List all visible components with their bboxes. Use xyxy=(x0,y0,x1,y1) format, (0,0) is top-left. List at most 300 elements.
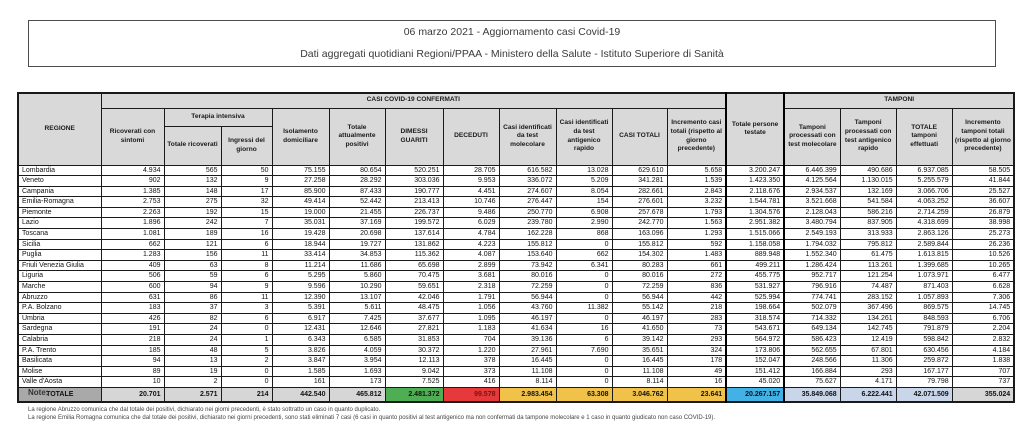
note-lines xyxy=(28,406,996,422)
region-name-cell: Liguria xyxy=(18,271,101,282)
value-cell: 6.029 xyxy=(443,218,499,229)
value-cell: 32 xyxy=(221,197,272,208)
value-cell: 2.263 xyxy=(101,207,164,218)
table-row xyxy=(18,176,1014,187)
value-cell: 282.661 xyxy=(612,186,667,197)
value-cell: 132.169 xyxy=(840,186,896,197)
value-cell: 631 xyxy=(101,292,164,303)
value-cell: 50 xyxy=(221,165,272,176)
region-name-cell: Valle d'Aosta xyxy=(18,377,101,388)
region-name-cell: Piemonte xyxy=(18,207,101,218)
value-cell: 248.566 xyxy=(784,356,840,367)
value-cell: 1.423.350 xyxy=(726,176,784,187)
value-cell: 541.584 xyxy=(840,197,896,208)
value-cell: 19 xyxy=(164,366,221,377)
value-cell: 1.585 xyxy=(272,366,329,377)
value-cell: 35.651 xyxy=(612,345,667,356)
region-name-cell: Friuli Venezia Giulia xyxy=(18,260,101,271)
value-cell: 37.677 xyxy=(385,313,443,324)
value-cell: 59 xyxy=(164,271,221,282)
value-cell: 257.678 xyxy=(612,207,667,218)
value-cell: 52.442 xyxy=(329,197,385,208)
col-header-ricoverati: Ricoverati con sintomi xyxy=(101,108,164,165)
note-line: La regione Abruzzo comunica che dal totale dei positivi, dichiarato nei giorni precedenti, è stato sottratto un caso in quanto duplicato. xyxy=(28,407,381,413)
value-cell: 600 xyxy=(101,282,164,293)
value-cell: 42.046 xyxy=(385,292,443,303)
value-cell: 148 xyxy=(164,186,221,197)
value-cell: 2.318 xyxy=(443,282,499,293)
value-cell: 16.445 xyxy=(612,356,667,367)
value-cell: 1.838 xyxy=(952,356,1014,367)
value-cell: 0 xyxy=(556,377,612,388)
value-cell: 662 xyxy=(101,239,164,250)
value-cell: 293 xyxy=(667,335,726,346)
value-cell: 848.593 xyxy=(896,313,952,324)
value-cell: 259.872 xyxy=(896,356,952,367)
value-cell: 6.908 xyxy=(556,207,612,218)
region-name-cell: Molise xyxy=(18,366,101,377)
table-row xyxy=(18,282,1014,293)
value-cell: 72.259 xyxy=(612,282,667,293)
value-cell: 0 xyxy=(556,282,612,293)
value-cell: 11.306 xyxy=(840,356,896,367)
table-row xyxy=(18,271,1014,282)
value-cell: 2 xyxy=(164,377,221,388)
value-cell: 276.447 xyxy=(499,197,556,208)
value-cell: 3.681 xyxy=(443,271,499,282)
value-cell: 341.281 xyxy=(612,176,667,187)
value-cell: 189 xyxy=(164,229,221,240)
value-cell: 4.087 xyxy=(443,250,499,261)
value-cell: 1.183 xyxy=(443,324,499,335)
col-header-attualmente-positivi: Totale attualmente positivi xyxy=(329,108,385,165)
value-cell: 19.727 xyxy=(329,239,385,250)
value-cell: 661 xyxy=(667,260,726,271)
value-cell: 6.343 xyxy=(272,335,329,346)
value-cell: 1.073.971 xyxy=(896,271,952,282)
value-cell: 4.171 xyxy=(840,377,896,388)
value-cell: 1.158.058 xyxy=(726,239,784,250)
value-cell: 15 xyxy=(221,207,272,218)
value-cell: 48.475 xyxy=(385,303,443,314)
value-cell: 190.777 xyxy=(385,186,443,197)
value-cell: 318.574 xyxy=(726,313,784,324)
value-cell: 1.563 xyxy=(667,218,726,229)
region-name-cell: Calabria xyxy=(18,335,101,346)
value-cell: 0 xyxy=(556,356,612,367)
value-cell: 17 xyxy=(221,186,272,197)
table-row xyxy=(18,313,1014,324)
value-cell: 153.640 xyxy=(499,250,556,261)
value-cell: 490.686 xyxy=(840,165,896,176)
value-cell: 134.261 xyxy=(840,313,896,324)
value-cell: 598.842 xyxy=(896,335,952,346)
value-cell: 45.020 xyxy=(726,377,784,388)
value-cell: 586.216 xyxy=(840,207,896,218)
col-header-ti-ingressi: Ingressi del giorno xyxy=(221,126,272,165)
value-cell: 272 xyxy=(667,271,726,282)
value-cell: 242 xyxy=(164,218,221,229)
table-header xyxy=(18,93,1014,165)
value-cell: 80.016 xyxy=(499,271,556,282)
value-cell: 4.059 xyxy=(329,345,385,356)
value-cell: 2.753 xyxy=(101,197,164,208)
value-cell: 1.539 xyxy=(667,176,726,187)
value-cell: 13 xyxy=(164,356,221,367)
value-cell: 6.706 xyxy=(952,313,1014,324)
value-cell: 27.258 xyxy=(272,176,329,187)
value-cell: 649.134 xyxy=(784,324,840,335)
value-cell: 4.184 xyxy=(952,345,1014,356)
value-cell: 167.177 xyxy=(896,366,952,377)
value-cell: 336.072 xyxy=(499,176,556,187)
value-cell: 737 xyxy=(952,377,1014,388)
value-cell: 3.066.706 xyxy=(896,186,952,197)
notes-section xyxy=(28,388,996,422)
value-cell: 2.589.844 xyxy=(896,239,952,250)
value-cell: 303.036 xyxy=(385,176,443,187)
value-cell: 1.399.685 xyxy=(896,260,952,271)
value-cell: 6.628 xyxy=(952,282,1014,293)
value-cell: 465.812 xyxy=(329,387,385,402)
region-name-cell: Toscana xyxy=(18,229,101,240)
note-line: La regione Emilia Romagna comunica che dal totale dei positivi, dichiarato nei giorni precedenti, sono stati eliminati 7 casi (6 casi in quanto positivi al test antigenico ma non confermati da tampone molecolare e 1 caso in quanto giudicato non caso COVID-19). xyxy=(28,415,716,421)
value-cell: 173 xyxy=(329,377,385,388)
table-row xyxy=(18,165,1014,176)
value-cell: 629.610 xyxy=(612,165,667,176)
value-cell: 367.496 xyxy=(840,303,896,314)
value-cell: 324 xyxy=(667,345,726,356)
value-cell: 1.793 xyxy=(667,207,726,218)
value-cell: 24 xyxy=(164,324,221,335)
region-name-cell: Sardegna xyxy=(18,324,101,335)
value-cell: 37 xyxy=(164,303,221,314)
value-cell: 56.944 xyxy=(612,292,667,303)
value-cell: 18.944 xyxy=(272,239,329,250)
value-cell: 9 xyxy=(221,282,272,293)
col-header-deceduti: DECEDUTI xyxy=(443,108,499,165)
table-row xyxy=(18,292,1014,303)
col-header-casi-totali: CASI TOTALI xyxy=(612,108,667,165)
value-cell: 8.114 xyxy=(499,377,556,388)
region-name-cell: Umbria xyxy=(18,313,101,324)
value-cell: 79.798 xyxy=(896,377,952,388)
value-cell: 5.295 xyxy=(272,271,329,282)
region-name-cell: Abruzzo xyxy=(18,292,101,303)
value-cell: 5.611 xyxy=(329,303,385,314)
value-cell: 31.853 xyxy=(385,335,443,346)
value-cell: 121.254 xyxy=(840,271,896,282)
value-cell: 41.844 xyxy=(952,176,1014,187)
value-cell: 791.879 xyxy=(896,324,952,335)
value-cell: 455.775 xyxy=(726,271,784,282)
col-header-incremento-casi: Incremento casi totali (rispetto al giorno precedente) xyxy=(667,108,726,165)
value-cell: 26.879 xyxy=(952,207,1014,218)
region-name-cell: Lombardia xyxy=(18,165,101,176)
value-cell: 39.136 xyxy=(499,335,556,346)
value-cell: 662 xyxy=(556,250,612,261)
value-cell: 6.222.441 xyxy=(840,387,896,402)
value-cell: 564.972 xyxy=(726,335,784,346)
value-cell: 12.113 xyxy=(385,356,443,367)
value-cell: 49.414 xyxy=(272,197,329,208)
value-cell: 3.847 xyxy=(272,356,329,367)
value-cell: 869.575 xyxy=(896,303,952,314)
col-header-ti-totale: Totale ricoverati xyxy=(164,126,221,165)
region-name-cell: Marche xyxy=(18,282,101,293)
value-cell: 46.197 xyxy=(612,313,667,324)
value-cell: 313.933 xyxy=(840,229,896,240)
value-cell: 36.607 xyxy=(952,197,1014,208)
value-cell: 355.024 xyxy=(952,387,1014,402)
col-header-totale-tamponi: TOTALE tamponi effettuati xyxy=(896,108,952,165)
value-cell: 152.047 xyxy=(726,356,784,367)
value-cell: 293 xyxy=(840,366,896,377)
value-cell: 1.385 xyxy=(101,186,164,197)
value-cell: 1.544.781 xyxy=(726,197,784,208)
value-cell: 3.200.247 xyxy=(726,165,784,176)
table-row xyxy=(18,239,1014,250)
value-cell: 19.000 xyxy=(272,207,329,218)
value-cell: 2 xyxy=(221,356,272,367)
region-name-cell: Campania xyxy=(18,186,101,197)
value-cell: 565 xyxy=(164,165,221,176)
value-cell: 868 xyxy=(556,229,612,240)
value-cell: 586.423 xyxy=(784,335,840,346)
value-cell: 198.664 xyxy=(726,303,784,314)
value-cell: 56.944 xyxy=(499,292,556,303)
value-cell: 592 xyxy=(667,239,726,250)
value-cell: 9.596 xyxy=(272,282,329,293)
value-cell: 416 xyxy=(443,377,499,388)
value-cell: 75.627 xyxy=(784,377,840,388)
value-cell: 7 xyxy=(221,218,272,229)
value-cell: 3.046.762 xyxy=(612,387,667,402)
value-cell: 35.031 xyxy=(272,218,329,229)
value-cell: 2.571 xyxy=(164,387,221,402)
value-cell: 65.698 xyxy=(385,260,443,271)
value-cell: 9 xyxy=(221,176,272,187)
value-cell: 1.896 xyxy=(101,218,164,229)
value-cell: 24 xyxy=(164,335,221,346)
region-name-cell: Emilia-Romagna xyxy=(18,197,101,208)
value-cell: 7.425 xyxy=(329,313,385,324)
value-cell: 1.304.576 xyxy=(726,207,784,218)
value-cell: 73.942 xyxy=(499,260,556,271)
value-cell: 378 xyxy=(443,356,499,367)
value-cell: 4.451 xyxy=(443,186,499,197)
value-cell: 836 xyxy=(667,282,726,293)
value-cell: 6.585 xyxy=(329,335,385,346)
table-body xyxy=(18,165,1014,402)
value-cell: 4.223 xyxy=(443,239,499,250)
value-cell: 2.118.676 xyxy=(726,186,784,197)
value-cell: 7.690 xyxy=(556,345,612,356)
value-cell: 8.054 xyxy=(556,186,612,197)
value-cell: 183 xyxy=(101,303,164,314)
value-cell: 28.292 xyxy=(329,176,385,187)
value-cell: 155.812 xyxy=(499,239,556,250)
table-row xyxy=(18,303,1014,314)
value-cell: 34.853 xyxy=(329,250,385,261)
value-cell: 4.063.252 xyxy=(896,197,952,208)
value-cell: 543.671 xyxy=(726,324,784,335)
value-cell: 499.211 xyxy=(726,260,784,271)
value-cell: 121 xyxy=(164,239,221,250)
value-cell: 1.293 xyxy=(667,229,726,240)
value-cell: 4.125.564 xyxy=(784,176,840,187)
region-name-cell: Puglia xyxy=(18,250,101,261)
value-cell: 3 xyxy=(221,303,272,314)
value-cell: 630.456 xyxy=(896,345,952,356)
value-cell: 952.717 xyxy=(784,271,840,282)
value-cell: 3.521.668 xyxy=(784,197,840,208)
value-cell: 55.142 xyxy=(612,303,667,314)
value-cell: 75.155 xyxy=(272,165,329,176)
col-header-casi-antigenico: Casi identificati da test antigenico rapido xyxy=(556,108,612,165)
value-cell: 1.693 xyxy=(329,366,385,377)
value-cell: 1.220 xyxy=(443,345,499,356)
value-cell: 774.741 xyxy=(784,292,840,303)
value-cell: 889.948 xyxy=(726,250,784,261)
value-cell: 4.784 xyxy=(443,229,499,240)
value-cell: 16 xyxy=(221,229,272,240)
value-cell: 525.994 xyxy=(726,292,784,303)
value-cell: 5.255.579 xyxy=(896,176,952,187)
value-cell: 11 xyxy=(221,292,272,303)
value-cell: 3.826 xyxy=(272,345,329,356)
value-cell: 242.770 xyxy=(612,218,667,229)
value-cell: 837.905 xyxy=(840,218,896,229)
value-cell: 1.794.032 xyxy=(784,239,840,250)
value-cell: 63 xyxy=(164,260,221,271)
value-cell: 10.746 xyxy=(443,197,499,208)
value-cell: 283 xyxy=(667,313,726,324)
value-cell: 192 xyxy=(164,207,221,218)
value-cell: 10.526 xyxy=(952,250,1014,261)
value-cell: 63.308 xyxy=(556,387,612,402)
region-name-cell: Sicilia xyxy=(18,239,101,250)
value-cell: 0 xyxy=(221,366,272,377)
report-subtitle: Dati aggregati quotidiani Regioni/PPAA - Ministero della Salute - Istituto Superiore di Sanità xyxy=(300,47,724,60)
value-cell: 0 xyxy=(221,377,272,388)
col-header-regione: REGIONE xyxy=(18,93,101,165)
covid-data-table xyxy=(17,92,1015,403)
value-cell: 2.843 xyxy=(667,186,726,197)
value-cell: 191 xyxy=(101,324,164,335)
value-cell: 2.549.193 xyxy=(784,229,840,240)
value-cell: 49 xyxy=(667,366,726,377)
value-cell: 704 xyxy=(443,335,499,346)
value-cell: 707 xyxy=(952,366,1014,377)
value-cell: 2.990 xyxy=(556,218,612,229)
value-cell: 80.016 xyxy=(612,271,667,282)
value-cell: 5.209 xyxy=(556,176,612,187)
report-title-box xyxy=(28,20,996,67)
value-cell: 151.412 xyxy=(726,366,784,377)
value-cell: 409 xyxy=(101,260,164,271)
value-cell: 2.899 xyxy=(443,260,499,271)
value-cell: 0 xyxy=(556,366,612,377)
value-cell: 871.403 xyxy=(896,282,952,293)
value-cell: 274.607 xyxy=(499,186,556,197)
value-cell: 10.265 xyxy=(952,260,1014,271)
value-cell: 10 xyxy=(101,377,164,388)
value-cell: 35.849.068 xyxy=(784,387,840,402)
value-cell: 12.431 xyxy=(272,324,329,335)
value-cell: 8.114 xyxy=(612,377,667,388)
value-cell: 795.812 xyxy=(840,239,896,250)
value-cell: 94 xyxy=(164,282,221,293)
value-cell: 39.142 xyxy=(612,335,667,346)
value-cell: 3.480.794 xyxy=(784,218,840,229)
value-cell: 7.525 xyxy=(385,377,443,388)
value-cell: 61.475 xyxy=(840,250,896,261)
value-cell: 714.332 xyxy=(784,313,840,324)
value-cell: 4.318.699 xyxy=(896,218,952,229)
value-cell: 7.306 xyxy=(952,292,1014,303)
value-cell: 5.391 xyxy=(272,303,329,314)
value-cell: 142.745 xyxy=(840,324,896,335)
value-cell: 1.057.893 xyxy=(896,292,952,303)
value-cell: 80.654 xyxy=(329,165,385,176)
value-cell: 1.483 xyxy=(667,250,726,261)
value-cell: 199.572 xyxy=(385,218,443,229)
value-cell: 283.152 xyxy=(840,292,896,303)
value-cell: 41.634 xyxy=(499,324,556,335)
value-cell: 6.477 xyxy=(952,271,1014,282)
value-cell: 5 xyxy=(221,345,272,356)
table-row xyxy=(18,260,1014,271)
value-cell: 131.862 xyxy=(385,239,443,250)
value-cell: 26.236 xyxy=(952,239,1014,250)
value-cell: 426 xyxy=(101,313,164,324)
value-cell: 10.290 xyxy=(329,282,385,293)
value-cell: 6.341 xyxy=(556,260,612,271)
table-row xyxy=(18,250,1014,261)
value-cell: 42.071.509 xyxy=(896,387,952,402)
value-cell: 1.056 xyxy=(443,303,499,314)
value-cell: 796.916 xyxy=(784,282,840,293)
value-cell: 82 xyxy=(164,313,221,324)
value-cell: 154 xyxy=(556,197,612,208)
value-cell: 74.487 xyxy=(840,282,896,293)
value-cell: 0 xyxy=(556,239,612,250)
value-cell: 562.655 xyxy=(784,345,840,356)
value-cell: 8 xyxy=(221,260,272,271)
value-cell: 14.745 xyxy=(952,303,1014,314)
value-cell: 5.860 xyxy=(329,271,385,282)
value-cell: 86 xyxy=(164,292,221,303)
col-header-casi-molecolare: Casi identificati da test molecolare xyxy=(499,108,556,165)
value-cell: 13.107 xyxy=(329,292,385,303)
value-cell: 115.362 xyxy=(385,250,443,261)
value-cell: 276.601 xyxy=(612,197,667,208)
region-name-cell: P.A. Bolzano xyxy=(18,303,101,314)
notes-label: Note: xyxy=(28,388,49,397)
value-cell: 6.446.399 xyxy=(784,165,840,176)
value-cell: 85.900 xyxy=(272,186,329,197)
value-cell: 12.390 xyxy=(272,292,329,303)
value-cell: 1.130.015 xyxy=(840,176,896,187)
value-cell: 2.934.537 xyxy=(784,186,840,197)
value-cell: 1 xyxy=(221,335,272,346)
value-cell: 38.998 xyxy=(952,218,1014,229)
value-cell: 520.251 xyxy=(385,165,443,176)
value-cell: 30.372 xyxy=(385,345,443,356)
value-cell: 99.578 xyxy=(443,387,499,402)
value-cell: 20.698 xyxy=(329,229,385,240)
